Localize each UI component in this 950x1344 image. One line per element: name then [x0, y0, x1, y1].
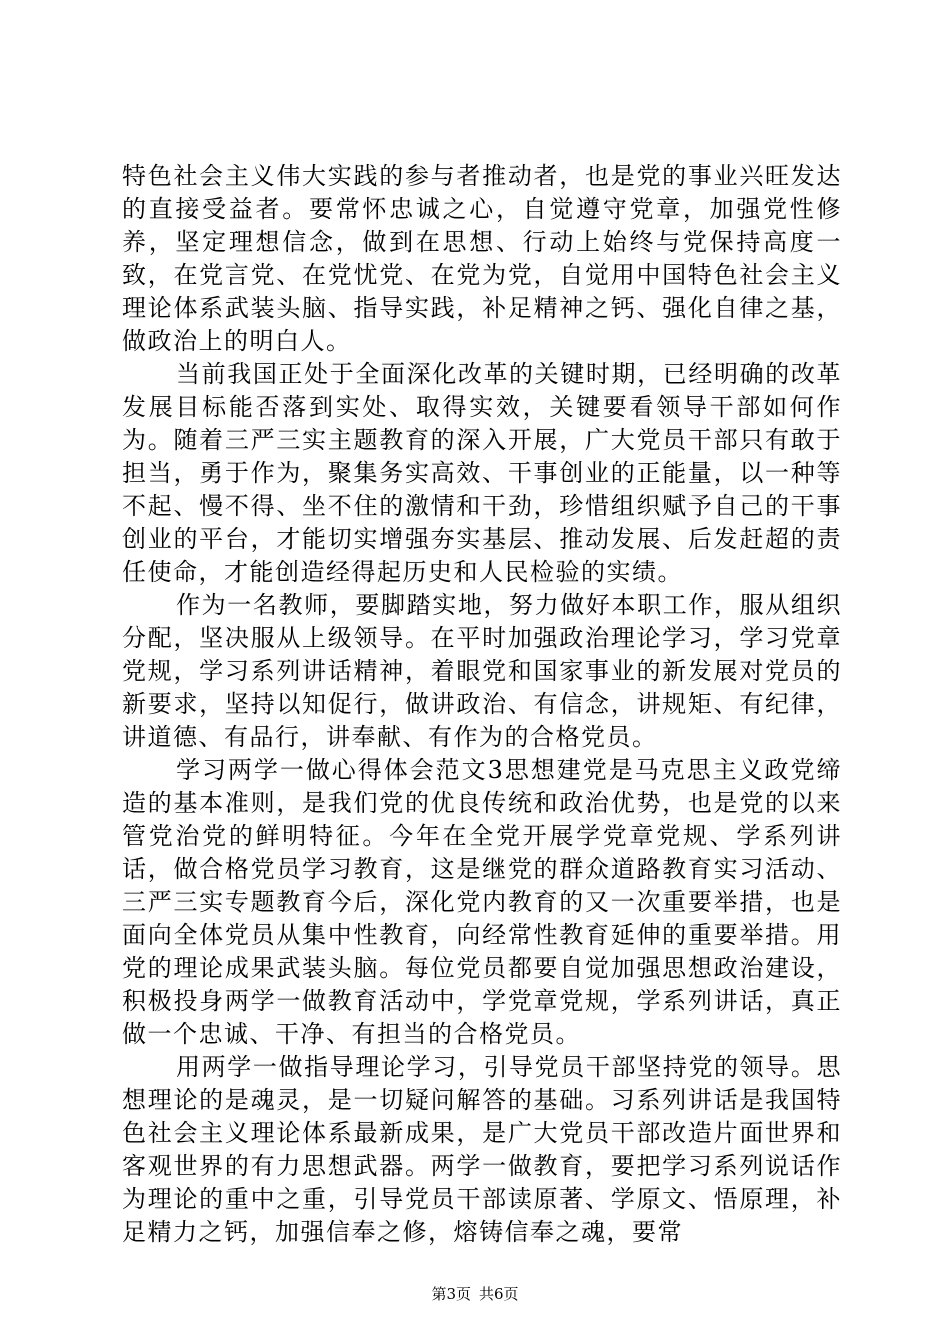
paragraph-5: 用两学一做指导理论学习，引导党员干部坚持党的领导。思想理论的是魂灵，是一切疑问解答的基础。习系列讲话是我国特色社会主义理论体系最新成果，是广大党员干部改造片面世界和客观世界的有力思想武器。两学一做教育，要把学习系列说话作为理论的重中之重，引导党员干部读原著、学原文、悟原理，补足精力之钙，加强信奉之修，熔铸信奉之魂，要常	[122, 1053, 842, 1246]
paragraph-3: 作为一名教师，要脚踏实地，努力做好本职工作，服从组织分配，坚决服从上级领导。在平时加强政治理论学习，学习党章党规，学习系列讲话精神，着眼党和国家事业的新发展对党员的新要求，坚持以知促行，做讲政治、有信念，讲规矩、有纪律，讲道德、有品行，讲奉献、有作为的合格党员。	[122, 591, 842, 751]
paragraph-2: 当前我国正处于全面深化改革的关键时期，已经明确的改革发展目标能否落到实处、取得实效，关键要看领导干部如何作为。随着三严三实主题教育的深入开展，广大党员干部只有敢于担当，勇于作为，聚集务实高效、干事创业的正能量，以一种等不起、慢不得、坐不住的激情和干劲，珍惜组织赋予自己的干事创业的平台，才能切实增强夯实基层、推动发展、后发赶超的责任使命，才能创造经得起历史和人民检验的实绩。	[122, 360, 842, 586]
document-body	[122, 160, 842, 1249]
paragraph-4: 学习两学一做心得体会范文3思想建党是马克思主义政党缔造的基本准则，是我们党的优良传统和政治优势，也是党的以来管党治党的鲜明特征。今年在全党开展学党章党规、学系列讲话，做合格党员学习教育，这是继党的群众道路教育实习活动、三严三实专题教育今后，深化党内教育的又一次重要举措，也是面向全体党员从集中性教育，向经常性教育延伸的重要举措。用党的理论成果武装头脑。每位党员都要自觉加强思想政治建设，积极投身两学一做教育活动中，学党章党规，学系列讲话，真正做一个忠诚、干净、有担当的合格党员。	[122, 756, 842, 1048]
page-total: 共6页	[479, 1285, 519, 1303]
page-number: 第3页	[431, 1285, 471, 1303]
page-footer	[0, 1284, 950, 1304]
paragraph-1: 特色社会主义伟大实践的参与者推动者，也是党的事业兴旺发达的直接受益者。要常怀忠诚之心，自觉遵守党章，加强党性修养，坚定理想信念，做到在思想、行动上始终与党保持高度一致，在党言党、在党忧党、在党为党，自觉用中国特色社会主义理论体系武装头脑、指导实践，补足精神之钙、强化自律之基，做政治上的明白人。	[122, 162, 842, 355]
